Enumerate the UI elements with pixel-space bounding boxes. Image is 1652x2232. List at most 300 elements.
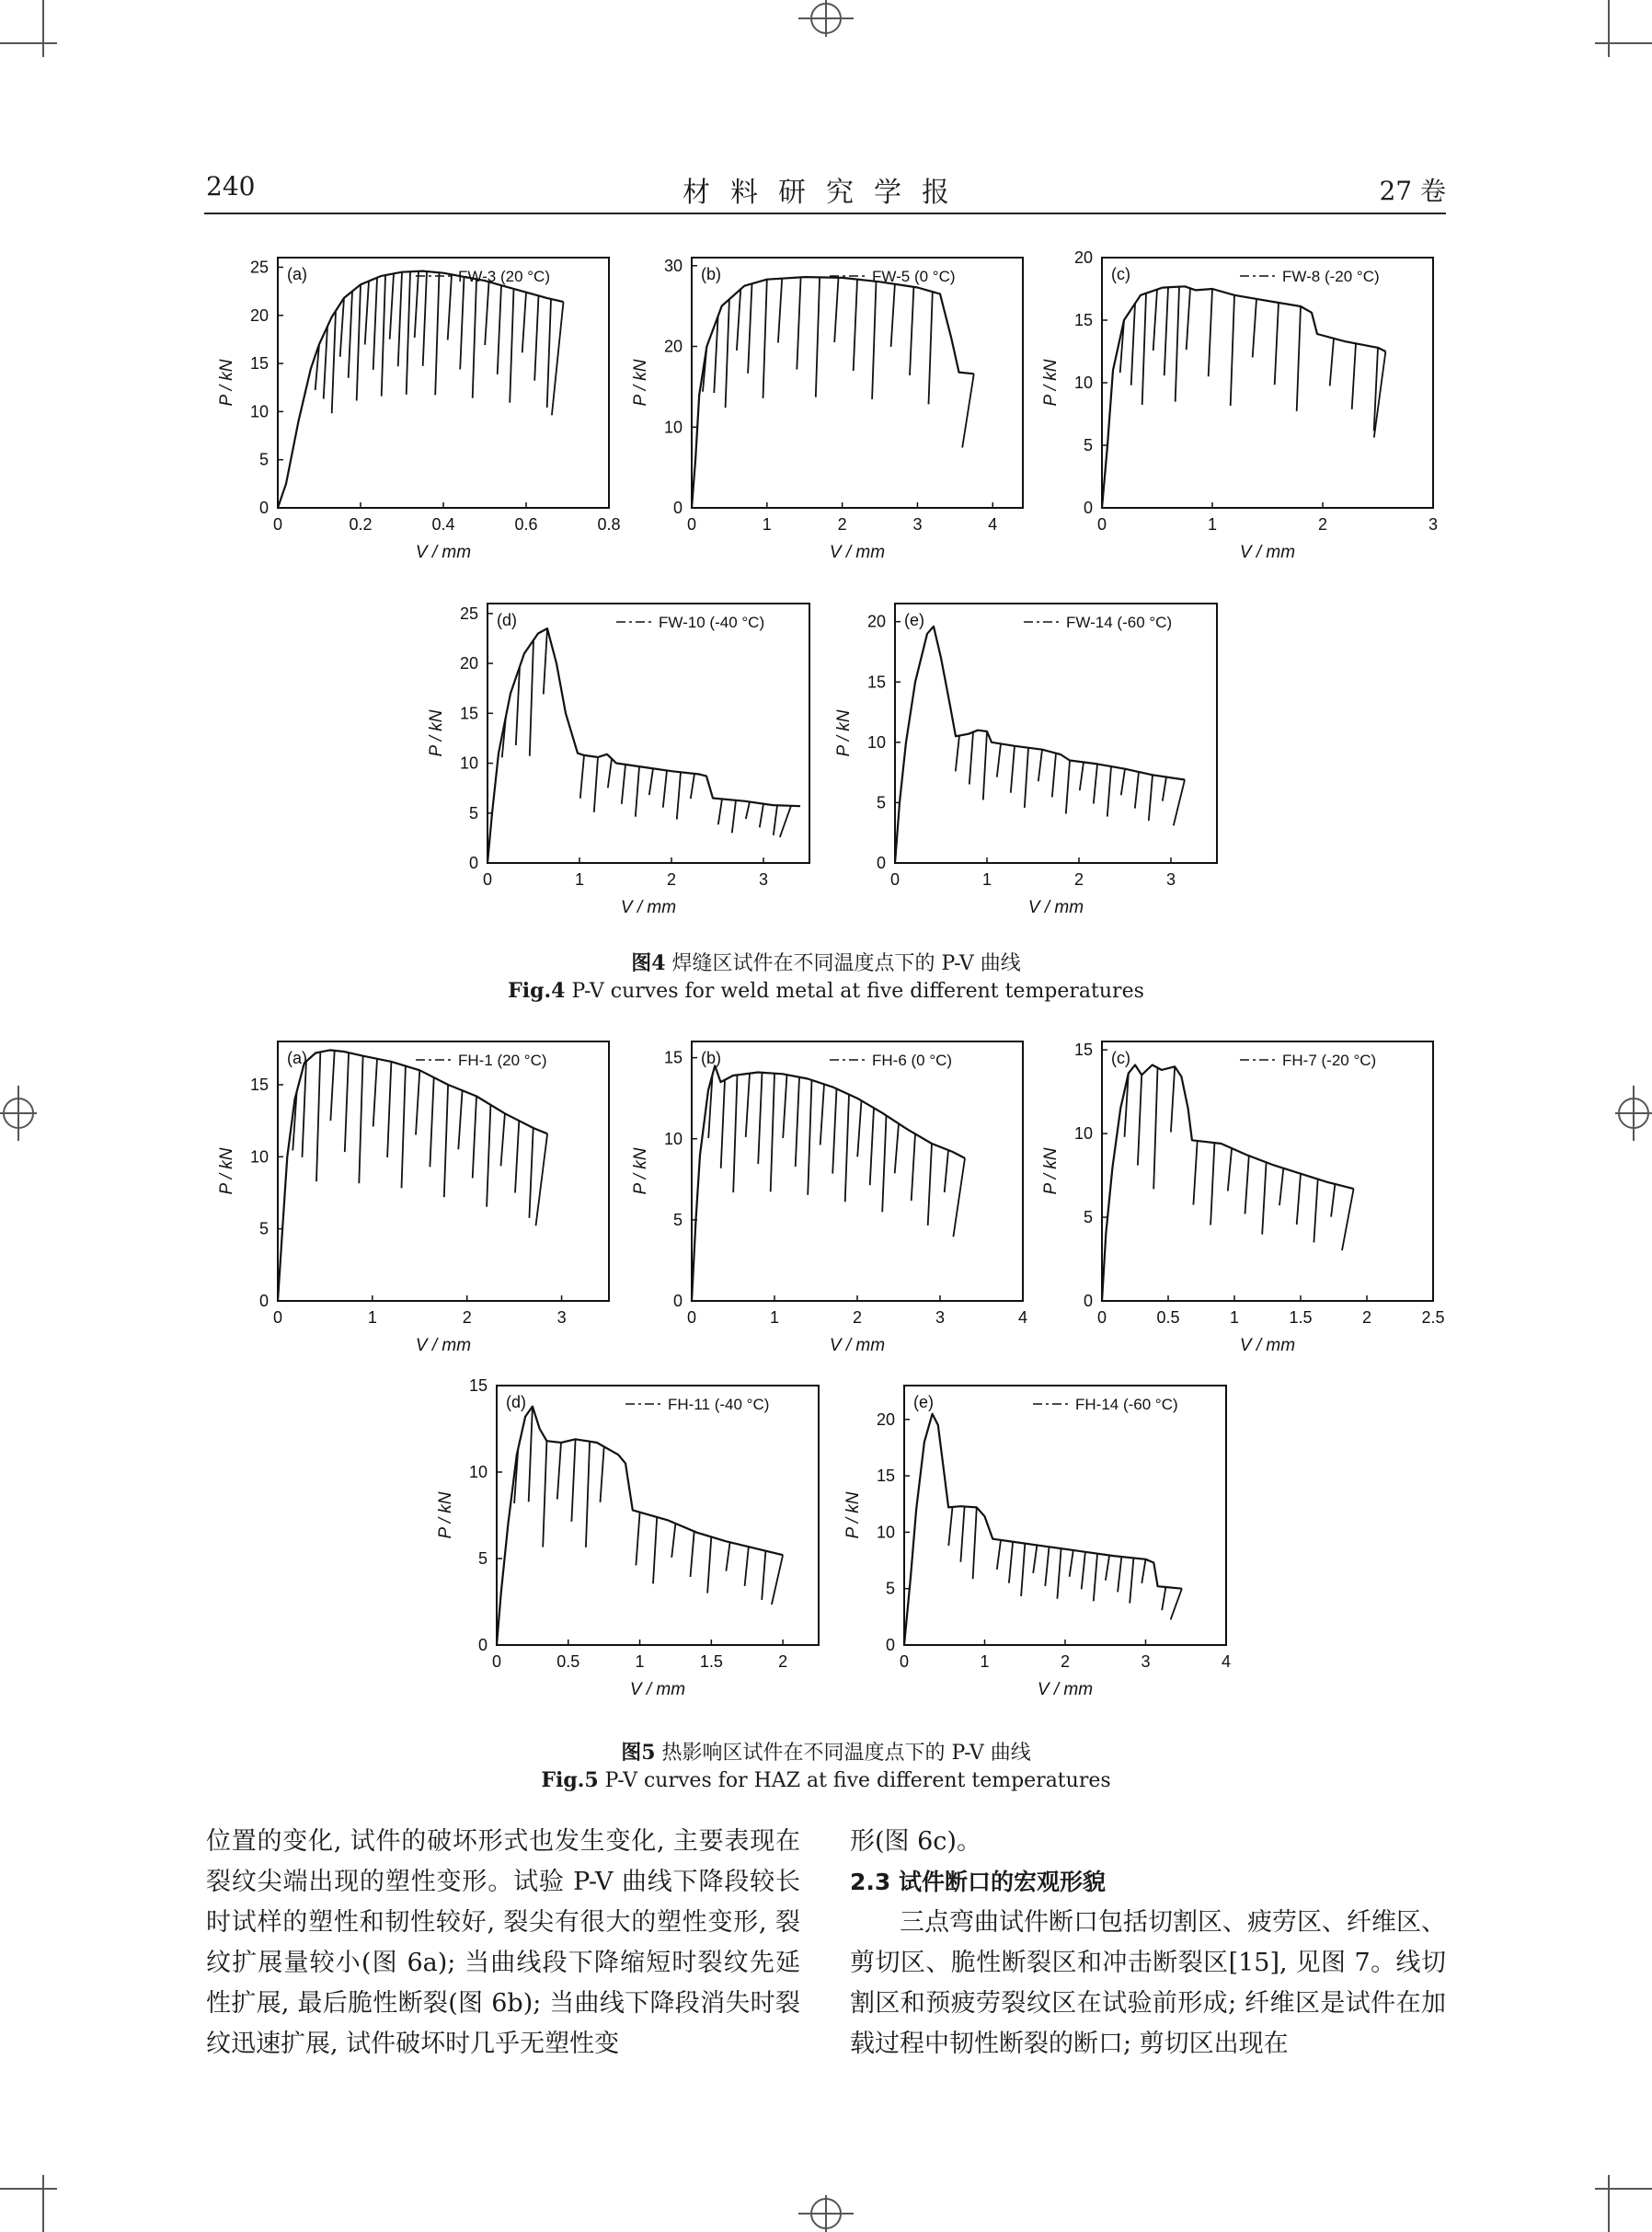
- unloading-line: [1228, 1148, 1232, 1191]
- unloading-line: [948, 1507, 952, 1546]
- x-axis-label: V / mm: [1239, 543, 1296, 562]
- y-tick-label: 5: [477, 1549, 488, 1568]
- unloading-line: [601, 1446, 604, 1501]
- unloading-line: [636, 766, 639, 817]
- unloading-line: [732, 800, 736, 834]
- unloading-line: [997, 743, 1001, 777]
- unloading-line: [1174, 780, 1185, 826]
- journal-title: 材料研究学报: [683, 177, 969, 209]
- unloading-line: [1176, 287, 1179, 402]
- unloading-line: [1082, 1552, 1085, 1590]
- legend-label: FW-14 (-60 °C): [1066, 614, 1173, 631]
- unloading-line: [1131, 304, 1135, 385]
- x-tick-label: 3: [1141, 1652, 1151, 1671]
- unloading-line: [882, 1116, 886, 1213]
- plot-frame: [278, 1041, 609, 1301]
- y-tick-label: 10: [249, 402, 269, 421]
- x-tick-label: 2: [1060, 1652, 1071, 1671]
- legend-label: FW-5 (0 °C): [872, 268, 956, 285]
- unloading-line: [691, 1532, 694, 1577]
- unloading-line: [1106, 1556, 1109, 1581]
- x-tick-label: 3: [1428, 515, 1439, 534]
- unloading-line: [929, 292, 933, 404]
- x-tick-label: 2: [1317, 515, 1328, 534]
- x-axis-label: V / mm: [415, 1336, 472, 1355]
- x-tick-label: 0: [1096, 515, 1107, 534]
- body-right-column: [850, 1822, 1446, 2065]
- unloading-line: [960, 1507, 964, 1562]
- unloading-line: [522, 293, 526, 353]
- x-axis-label: V / mm: [629, 1680, 686, 1699]
- y-tick-label: 20: [866, 612, 886, 631]
- unloading-line: [530, 640, 533, 756]
- unloading-line: [373, 1059, 377, 1127]
- unloading-line: [460, 277, 464, 370]
- fig4-panel-d: [414, 593, 819, 933]
- fig5-panel-d: [423, 1375, 828, 1715]
- y-axis-label: P / kN: [217, 1147, 236, 1195]
- y-axis-label: P / kN: [631, 1147, 650, 1195]
- unloading-line: [498, 285, 501, 374]
- unloading-line: [857, 1100, 861, 1156]
- unloading-line: [1231, 295, 1234, 406]
- panel-label: (c): [1111, 265, 1130, 283]
- x-axis-label: V / mm: [620, 898, 677, 917]
- x-tick-label: 4: [1017, 1308, 1028, 1327]
- unloading-line: [1164, 287, 1168, 375]
- unloading-line: [671, 1524, 675, 1558]
- unloading-line: [778, 279, 782, 343]
- unloading-line: [780, 806, 791, 837]
- unloading-line: [515, 1121, 519, 1192]
- crop-mark: [42, 0, 44, 57]
- unloading-line: [760, 804, 763, 828]
- unloading-line: [1011, 746, 1015, 793]
- unloading-line: [653, 1517, 657, 1583]
- unloading-line: [365, 282, 369, 345]
- x-tick-label: 0: [1096, 1308, 1107, 1327]
- y-tick-label: 0: [477, 1636, 488, 1654]
- section-title: 2.3 试件断口的宏观形貌: [850, 1869, 1106, 1895]
- unloading-line: [1094, 1554, 1097, 1602]
- x-tick-label: 0.5: [1156, 1308, 1180, 1327]
- x-tick-label: 1: [367, 1308, 377, 1327]
- unloading-line: [529, 1128, 533, 1218]
- unloading-line: [1187, 288, 1190, 350]
- unloading-line: [316, 1053, 320, 1182]
- x-tick-label: 0: [482, 870, 493, 889]
- x-tick-label: 2: [1073, 870, 1084, 889]
- unloading-line: [398, 272, 402, 367]
- unloading-line: [1118, 1557, 1121, 1592]
- y-tick-label: 15: [1073, 311, 1093, 329]
- crop-mark: [1595, 42, 1652, 44]
- x-tick-label: 3: [912, 515, 923, 534]
- panel-label: (d): [506, 1393, 526, 1411]
- unloading-line: [345, 1053, 349, 1152]
- unloading-line: [382, 275, 385, 397]
- unloading-line: [435, 272, 439, 395]
- y-tick-label: 0: [672, 1292, 683, 1310]
- y-axis-label: P / kN: [631, 359, 650, 407]
- envelope-curve: [904, 1414, 1182, 1645]
- unloading-line: [407, 271, 410, 395]
- unloading-line: [1138, 1075, 1141, 1165]
- unloading-line: [485, 282, 488, 345]
- y-axis-label: P / kN: [1041, 1147, 1061, 1195]
- unloading-line: [649, 768, 653, 795]
- envelope-curve: [488, 628, 800, 863]
- unloading-line: [748, 283, 751, 373]
- unloading-line: [430, 1077, 433, 1167]
- legend-label: FH-7 (-20 °C): [1282, 1052, 1377, 1069]
- x-tick-label: 4: [988, 515, 998, 534]
- unloading-line: [691, 774, 694, 799]
- y-tick-label: 20: [663, 337, 683, 356]
- unloading-line: [816, 277, 820, 397]
- unloading-line: [529, 1407, 533, 1502]
- legend-label: FH-6 (0 °C): [872, 1052, 953, 1069]
- unloading-line: [1297, 306, 1301, 411]
- fig4-panel-b: [618, 247, 1032, 578]
- unloading-line: [762, 1551, 765, 1600]
- y-tick-label: 5: [258, 1219, 269, 1238]
- panel-label: (a): [287, 265, 307, 283]
- plot-frame: [278, 258, 609, 508]
- unloading-line: [771, 1074, 774, 1192]
- unloading-line: [870, 1108, 874, 1185]
- unloading-line: [1153, 1068, 1157, 1190]
- x-axis-label: V / mm: [829, 1336, 886, 1355]
- y-tick-label: 0: [468, 854, 478, 872]
- fig5-caption-cn: 图5 热影响区试件在不同温度点下的 P-V 曲线: [621, 1741, 1031, 1765]
- y-tick-label: 15: [876, 1467, 895, 1486]
- x-tick-label: 0: [899, 1652, 910, 1671]
- unloading-line: [1279, 1168, 1283, 1205]
- crop-mark: [1608, 0, 1610, 57]
- x-tick-label: 1: [762, 515, 772, 534]
- unloading-line: [953, 1158, 965, 1237]
- fig5-panel-c: [1028, 1030, 1445, 1371]
- x-tick-label: 0: [686, 1308, 697, 1327]
- x-tick-label: 3: [556, 1308, 567, 1327]
- unloading-line: [402, 1066, 406, 1189]
- unloading-line: [845, 1095, 849, 1202]
- unloading-line: [1135, 772, 1139, 809]
- legend-label: FW-3 (20 °C): [458, 268, 550, 285]
- unloading-line: [962, 374, 974, 447]
- legend-label: FH-11 (-40 °C): [668, 1396, 770, 1413]
- y-tick-label: 15: [249, 354, 269, 374]
- unloading-line: [1094, 764, 1097, 803]
- unloading-line: [1066, 761, 1070, 814]
- x-tick-label: 1: [981, 870, 992, 889]
- panel-label: (d): [497, 611, 517, 629]
- y-tick-label: 10: [1073, 374, 1093, 392]
- unloading-line: [1163, 777, 1166, 801]
- x-tick-label: 2: [462, 1308, 472, 1327]
- crop-mark: [1595, 2188, 1652, 2190]
- y-axis-label: P / kN: [1041, 359, 1061, 407]
- x-tick-label: 3: [935, 1308, 946, 1327]
- unloading-line: [746, 1074, 750, 1137]
- unloading-line: [758, 1073, 762, 1164]
- unloading-line: [543, 1441, 546, 1547]
- unloading-line: [473, 1097, 476, 1179]
- fig5-panel-b: [618, 1030, 1032, 1371]
- volume-label: 27 卷: [1379, 176, 1446, 206]
- y-tick-label: 20: [876, 1409, 895, 1429]
- unloading-line: [726, 299, 729, 408]
- plot-frame: [895, 604, 1217, 863]
- y-tick-label: 10: [1073, 1124, 1093, 1144]
- registration-mark: [798, 2195, 854, 2232]
- y-tick-label: 30: [663, 256, 683, 275]
- x-tick-label: 1: [980, 1652, 990, 1671]
- unloading-line: [1121, 769, 1125, 796]
- x-tick-label: 4: [1221, 1652, 1232, 1671]
- registration-mark: [0, 1086, 37, 1141]
- unloading-line: [580, 755, 584, 799]
- y-tick-label: 0: [258, 499, 269, 517]
- unloading-line: [1009, 1542, 1013, 1583]
- x-axis-label: V / mm: [829, 543, 886, 562]
- crop-mark: [1608, 2175, 1610, 2232]
- x-tick-label: 2: [666, 870, 677, 889]
- plot-frame: [488, 604, 809, 863]
- header-rule: [204, 213, 1446, 214]
- unloading-line: [586, 1442, 590, 1547]
- unloading-line: [608, 759, 612, 788]
- legend-label: FW-10 (-40 °C): [659, 614, 765, 631]
- page-number: 240: [206, 171, 256, 201]
- y-tick-label: 5: [468, 803, 478, 823]
- unloading-line: [1045, 1547, 1049, 1586]
- fig5-panel-e: [831, 1375, 1235, 1715]
- legend-label: FH-14 (-60 °C): [1075, 1396, 1178, 1413]
- unloading-line: [1142, 293, 1146, 405]
- unloading-line: [1021, 1544, 1025, 1596]
- unloading-line: [416, 1070, 419, 1134]
- unloading-line: [571, 1439, 575, 1522]
- x-axis-label: V / mm: [1239, 1336, 1296, 1355]
- y-tick-label: 20: [249, 305, 269, 325]
- unloading-line: [834, 278, 838, 342]
- unloading-line: [707, 1537, 711, 1593]
- plot-frame: [1102, 1041, 1433, 1301]
- x-tick-label: 1.5: [699, 1652, 723, 1671]
- unloading-line: [1193, 1141, 1197, 1205]
- y-tick-label: 10: [249, 1147, 269, 1167]
- plot-frame: [692, 1041, 1023, 1301]
- x-tick-label: 1: [574, 870, 585, 889]
- unloading-line: [1130, 1558, 1133, 1603]
- x-tick-label: 0: [272, 515, 283, 534]
- unloading-line: [1275, 303, 1279, 385]
- unloading-line: [448, 274, 452, 339]
- unloading-line: [912, 1134, 915, 1202]
- unloading-line: [1107, 766, 1111, 817]
- unloading-line: [373, 278, 377, 370]
- unloading-line: [1262, 1162, 1266, 1234]
- unloading-line: [746, 802, 750, 820]
- unloading-line: [303, 1062, 306, 1157]
- y-tick-label: 15: [663, 1048, 683, 1067]
- unloading-line: [763, 280, 767, 398]
- panel-label: (a): [287, 1049, 307, 1067]
- unloading-line: [1331, 1184, 1335, 1217]
- unloading-line: [872, 282, 876, 399]
- y-tick-label: 10: [459, 754, 478, 773]
- unloading-line: [1153, 290, 1157, 351]
- unloading-line: [796, 1077, 799, 1167]
- y-tick-label: 5: [876, 793, 886, 812]
- unloading-line: [895, 1123, 899, 1173]
- unloading-line: [1352, 343, 1356, 408]
- unloading-line: [349, 292, 352, 378]
- y-tick-label: 5: [885, 1579, 895, 1598]
- x-tick-label: 2: [852, 1308, 863, 1327]
- y-axis-label: P / kN: [843, 1491, 863, 1539]
- unloading-line: [534, 295, 538, 380]
- unloading-line: [1171, 1066, 1175, 1132]
- envelope-curve: [278, 1050, 547, 1301]
- x-tick-label: 0.6: [514, 515, 538, 534]
- unloading-line: [390, 273, 394, 339]
- unloading-line: [1141, 1559, 1145, 1583]
- x-axis-label: V / mm: [415, 543, 472, 562]
- unloading-line: [1171, 1589, 1182, 1620]
- y-tick-label: 10: [663, 418, 683, 437]
- unloading-line: [854, 280, 857, 371]
- unloading-line: [357, 284, 361, 400]
- y-tick-label: 15: [468, 1376, 488, 1395]
- y-axis-label: P / kN: [834, 709, 854, 757]
- unloading-line: [928, 1144, 932, 1225]
- y-tick-label: 10: [866, 732, 886, 752]
- unloading-line: [745, 1547, 749, 1586]
- unloading-line: [544, 628, 547, 694]
- unloading-line: [510, 289, 513, 403]
- envelope-curve: [278, 271, 564, 508]
- unloading-line: [444, 1085, 448, 1197]
- unloading-line: [594, 757, 598, 812]
- y-axis-label: P / kN: [436, 1491, 455, 1539]
- fig4-caption-cn: 图4 焊缝区试件在不同温度点下的 P-V 曲线: [631, 951, 1021, 975]
- y-tick-label: 5: [1083, 436, 1093, 454]
- unloading-line: [891, 284, 895, 347]
- unloading-line: [774, 805, 777, 835]
- y-tick-label: 20: [1073, 248, 1093, 267]
- y-tick-label: 15: [1073, 1041, 1093, 1060]
- unloading-line: [772, 1555, 783, 1605]
- unloading-line: [945, 1150, 948, 1192]
- unloading-line: [501, 1113, 505, 1166]
- y-axis-label: P / kN: [427, 709, 446, 757]
- unloading-line: [832, 1088, 836, 1173]
- fig4-panel-a: [204, 247, 621, 578]
- unloading-line: [332, 311, 336, 413]
- plot-frame: [1102, 258, 1433, 508]
- panel-label: (c): [1111, 1049, 1130, 1067]
- crop-mark: [0, 2188, 57, 2190]
- unloading-line: [956, 736, 959, 772]
- fig5-caption-en: Fig.5 P-V curves for HAZ at five different temperatures: [541, 1768, 1111, 1792]
- unloading-line: [1253, 299, 1256, 358]
- unloading-line: [973, 1507, 977, 1579]
- unloading-line: [1297, 1174, 1301, 1225]
- x-tick-label: 2: [1361, 1308, 1372, 1327]
- unloading-line: [1080, 763, 1084, 791]
- unloading-line: [359, 1056, 362, 1184]
- unloading-line: [1038, 750, 1042, 782]
- unloading-line: [737, 289, 740, 351]
- unloading-line: [340, 298, 344, 357]
- plot-frame: [497, 1386, 819, 1645]
- unloading-line: [1052, 754, 1056, 798]
- y-tick-label: 0: [1083, 499, 1093, 517]
- unloading-line: [1330, 339, 1334, 386]
- y-tick-label: 15: [459, 704, 478, 723]
- unloading-line: [636, 1513, 639, 1566]
- x-tick-label: 2: [837, 515, 847, 534]
- y-tick-label: 0: [876, 854, 886, 872]
- y-tick-label: 0: [672, 499, 683, 517]
- unloading-line: [547, 299, 551, 408]
- body-paragraph: 三点弯曲试件断口包括切割区、疲劳区、纤维区、剪切区、脆性断裂区和冲击断裂区[15], 见图 7。线切割区和预疲劳裂纹区在试验前形成; 纤维区是试件在加载过程中韧性断裂的断口; 剪切区出现在: [850, 1908, 1446, 2058]
- unloading-line: [721, 1080, 725, 1168]
- x-tick-label: 1: [769, 1308, 780, 1327]
- x-tick-label: 1: [1229, 1308, 1240, 1327]
- y-tick-label: 0: [885, 1636, 895, 1654]
- x-tick-label: 0.2: [349, 515, 373, 534]
- unloading-line: [1070, 1550, 1073, 1577]
- unloading-line: [1210, 1143, 1214, 1225]
- body-paragraph: 形(图 6c)。: [850, 1827, 981, 1856]
- x-tick-label: 0.8: [597, 515, 621, 534]
- envelope-curve: [692, 1065, 965, 1301]
- x-tick-label: 2.5: [1421, 1308, 1445, 1327]
- unloading-line: [1314, 1179, 1317, 1243]
- y-tick-label: 5: [672, 1210, 683, 1229]
- unloading-line: [910, 287, 913, 375]
- x-tick-label: 2: [778, 1652, 788, 1671]
- body-paragraph: 位置的变化, 试件的破坏形式也发生变化, 主要表现在裂纹尖端出现的塑性变形。试验 P-V 曲线下降段较长时试样的塑性和韧性较好, 裂尖有很大的塑性变形, 裂纹扩展量较小(图 6a); 当曲线段下降缩短时裂纹先延性扩展, 最后脆性断裂(图 6b); 当曲线下降段消失时裂纹迅速扩展, 试件破坏时几乎无塑性变: [206, 1827, 800, 2058]
- y-tick-label: 25: [459, 604, 478, 623]
- unloading-line: [820, 1084, 824, 1145]
- unloading-line: [557, 1443, 561, 1500]
- y-tick-label: 5: [1083, 1208, 1093, 1227]
- unloading-line: [783, 1075, 786, 1138]
- unloading-line: [1245, 1156, 1249, 1214]
- unloading-line: [808, 1080, 811, 1195]
- x-tick-label: 0: [491, 1652, 502, 1671]
- unloading-line: [983, 731, 987, 800]
- unloading-line: [1033, 1546, 1037, 1573]
- x-axis-label: V / mm: [1037, 1680, 1094, 1699]
- y-axis-label: P / kN: [217, 359, 236, 407]
- unloading-line: [718, 799, 722, 824]
- unloading-line: [487, 1105, 490, 1207]
- x-tick-label: 1: [1207, 515, 1218, 534]
- fig4-caption-en: Fig.4 P-V curves for weld metal at five different temperatures: [508, 979, 1144, 1003]
- y-tick-label: 10: [468, 1463, 488, 1481]
- y-tick-label: 15: [866, 673, 886, 692]
- x-tick-label: 0.4: [431, 515, 455, 534]
- unloading-line: [536, 1133, 548, 1225]
- x-tick-label: 0: [272, 1308, 283, 1327]
- y-tick-label: 20: [459, 654, 478, 673]
